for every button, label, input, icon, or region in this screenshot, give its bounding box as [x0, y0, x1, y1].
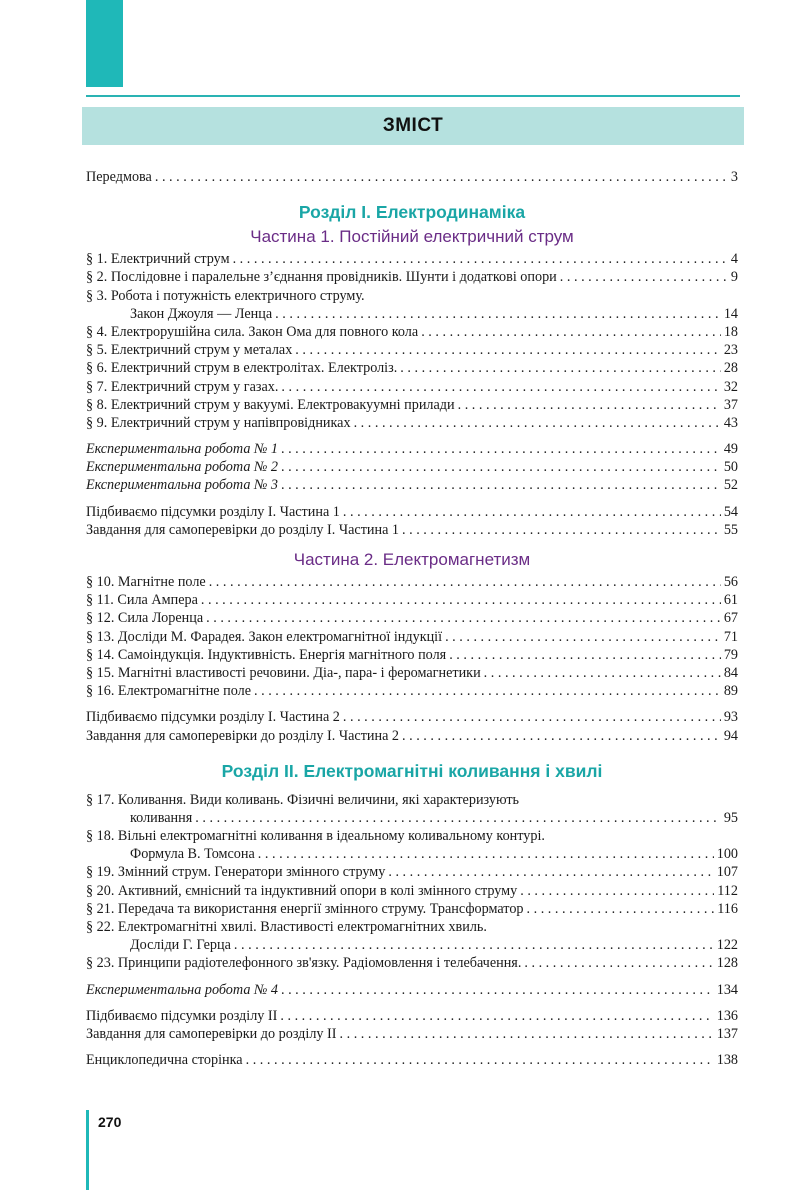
toc-entry[interactable]: § 16. Електромагнітне поле . . . 89	[86, 682, 738, 700]
toc-entry[interactable]: коливання . . . 95	[86, 809, 738, 827]
toc-entry-encyclopedia[interactable]: Енциклопедична сторінка . . . 138	[86, 1051, 738, 1069]
section-1-title: Розділ І. Електродинаміка	[298, 202, 526, 223]
page-title: ЗМІСТ	[382, 115, 444, 136]
page-number: 270	[98, 1114, 122, 1130]
toc-entry-experiment[interactable]: Експериментальна робота № 4 . . . 134	[86, 981, 738, 999]
toc-entry[interactable]: § 15. Магнітні властивості речовини. Діа-, пара- і феромагнетики . . . 84	[86, 664, 738, 682]
page-number-bar	[86, 1110, 89, 1190]
corner-accent-tab	[86, 0, 123, 87]
toc-entry[interactable]: § 13. Досліди М. Фарадея. Закон електромагнітної індукції . . . 71	[86, 628, 738, 646]
toc-entry-line[interactable]: § 18. Вільні електромагнітні коливання в ідеальному коливальному контурі.	[86, 828, 545, 845]
part-2-title: Частина 2. Електромагнетизм	[293, 550, 531, 569]
table-of-contents	[86, 168, 738, 1069]
toc-entry-experiment[interactable]: Експериментальна робота № 1 . . . 49	[86, 440, 738, 458]
toc-entry-summary[interactable]: Підбиваємо підсумки розділу І. Частина 2 . . . 93	[86, 708, 738, 726]
toc-entry[interactable]: § 8. Електричний струм у вакуумі. Електровакуумні прилади . . . 37	[86, 396, 738, 414]
toc-entry[interactable]: Досліди Г. Герца . . . 122	[86, 936, 738, 954]
top-divider	[86, 95, 740, 97]
toc-entry-preface[interactable]: Передмова . . . 3	[86, 168, 738, 186]
toc-entry[interactable]: § 23. Принципи радіотелефонного зв'язку. Радіомовлення і телебачення. . . . 128	[86, 954, 738, 972]
toc-entry[interactable]: § 21. Передача та використання енергії змінного струму. Трансформатор . . . 116	[86, 900, 738, 918]
toc-entry[interactable]: § 10. Магнітне поле . . . 56	[86, 573, 738, 591]
toc-entry[interactable]: § 4. Електрорушійна сила. Закон Ома для повного кола . . . 18	[86, 323, 738, 341]
toc-entry-experiment[interactable]: Експериментальна робота № 3 . . . 52	[86, 476, 738, 494]
toc-entry-line[interactable]: § 22. Електромагнітні хвилі. Властивості електромагнітних хвиль.	[86, 919, 487, 935]
toc-entry-self-check[interactable]: Завдання для самоперевірки до розділу І. Частина 2 . . . 94	[86, 727, 738, 745]
toc-entry[interactable]: § 9. Електричний струм у напівпровідниках . . . 43	[86, 414, 738, 432]
toc-entry[interactable]: Формула В. Томсона . . . 100	[86, 845, 738, 863]
toc-entry[interactable]: § 6. Електричний струм в електролітах. Електроліз. . . . 28	[86, 359, 738, 377]
toc-entry[interactable]: Закон Джоуля — Ленца . . . 14	[86, 305, 738, 323]
toc-entry[interactable]: § 12. Сила Лоренца . . . 67	[86, 609, 738, 627]
toc-entry-summary[interactable]: Підбиваємо підсумки розділу ІІ . . . 136	[86, 1007, 738, 1025]
title-band	[82, 107, 744, 145]
toc-entry-line[interactable]: § 17. Коливання. Види коливань. Фізичні величини, які характеризують	[86, 791, 520, 808]
toc-entry[interactable]: § 20. Активний, ємнісний та індуктивний опори в колі змінного струму . . . 112	[86, 882, 738, 900]
toc-entry[interactable]: § 5. Електричний струм у металах . . . 23	[86, 341, 738, 359]
section-2-title: Розділ ІІ. Електромагнітні коливання і хвилі	[221, 760, 603, 781]
part-1-title: Частина 1. Постійний електричний струм	[250, 227, 574, 247]
toc-entry-self-check[interactable]: Завдання для самоперевірки до розділу ІІ . . . 137	[86, 1025, 738, 1043]
toc-entry[interactable]: § 14. Самоіндукція. Індуктивність. Енергія магнітного поля . . . 79	[86, 646, 738, 664]
toc-entry[interactable]: § 1. Електричний струм . . . 4	[86, 250, 738, 268]
toc-entry[interactable]: § 2. Послідовне і паралельне з’єднання провідників. Шунти і додаткові опори . . . 9	[86, 268, 738, 286]
toc-entry-summary[interactable]: Підбиваємо підсумки розділу І. Частина 1 . . . 54	[86, 503, 738, 521]
toc-entry[interactable]: § 19. Змінний струм. Генератори змінного струму . . . 107	[86, 863, 738, 881]
toc-entry-experiment[interactable]: Експериментальна робота № 2 . . . 50	[86, 458, 738, 476]
toc-entry[interactable]: § 11. Сила Ампера . . . 61	[86, 591, 738, 609]
toc-entry-line[interactable]: § 3. Робота і потужність електричного струму.	[86, 287, 365, 304]
toc-entry-self-check[interactable]: Завдання для самоперевірки до розділу І. Частина 1 . . . 55	[86, 521, 738, 539]
toc-entry[interactable]: § 7. Електричний струм у газах. . . . 32	[86, 378, 738, 396]
